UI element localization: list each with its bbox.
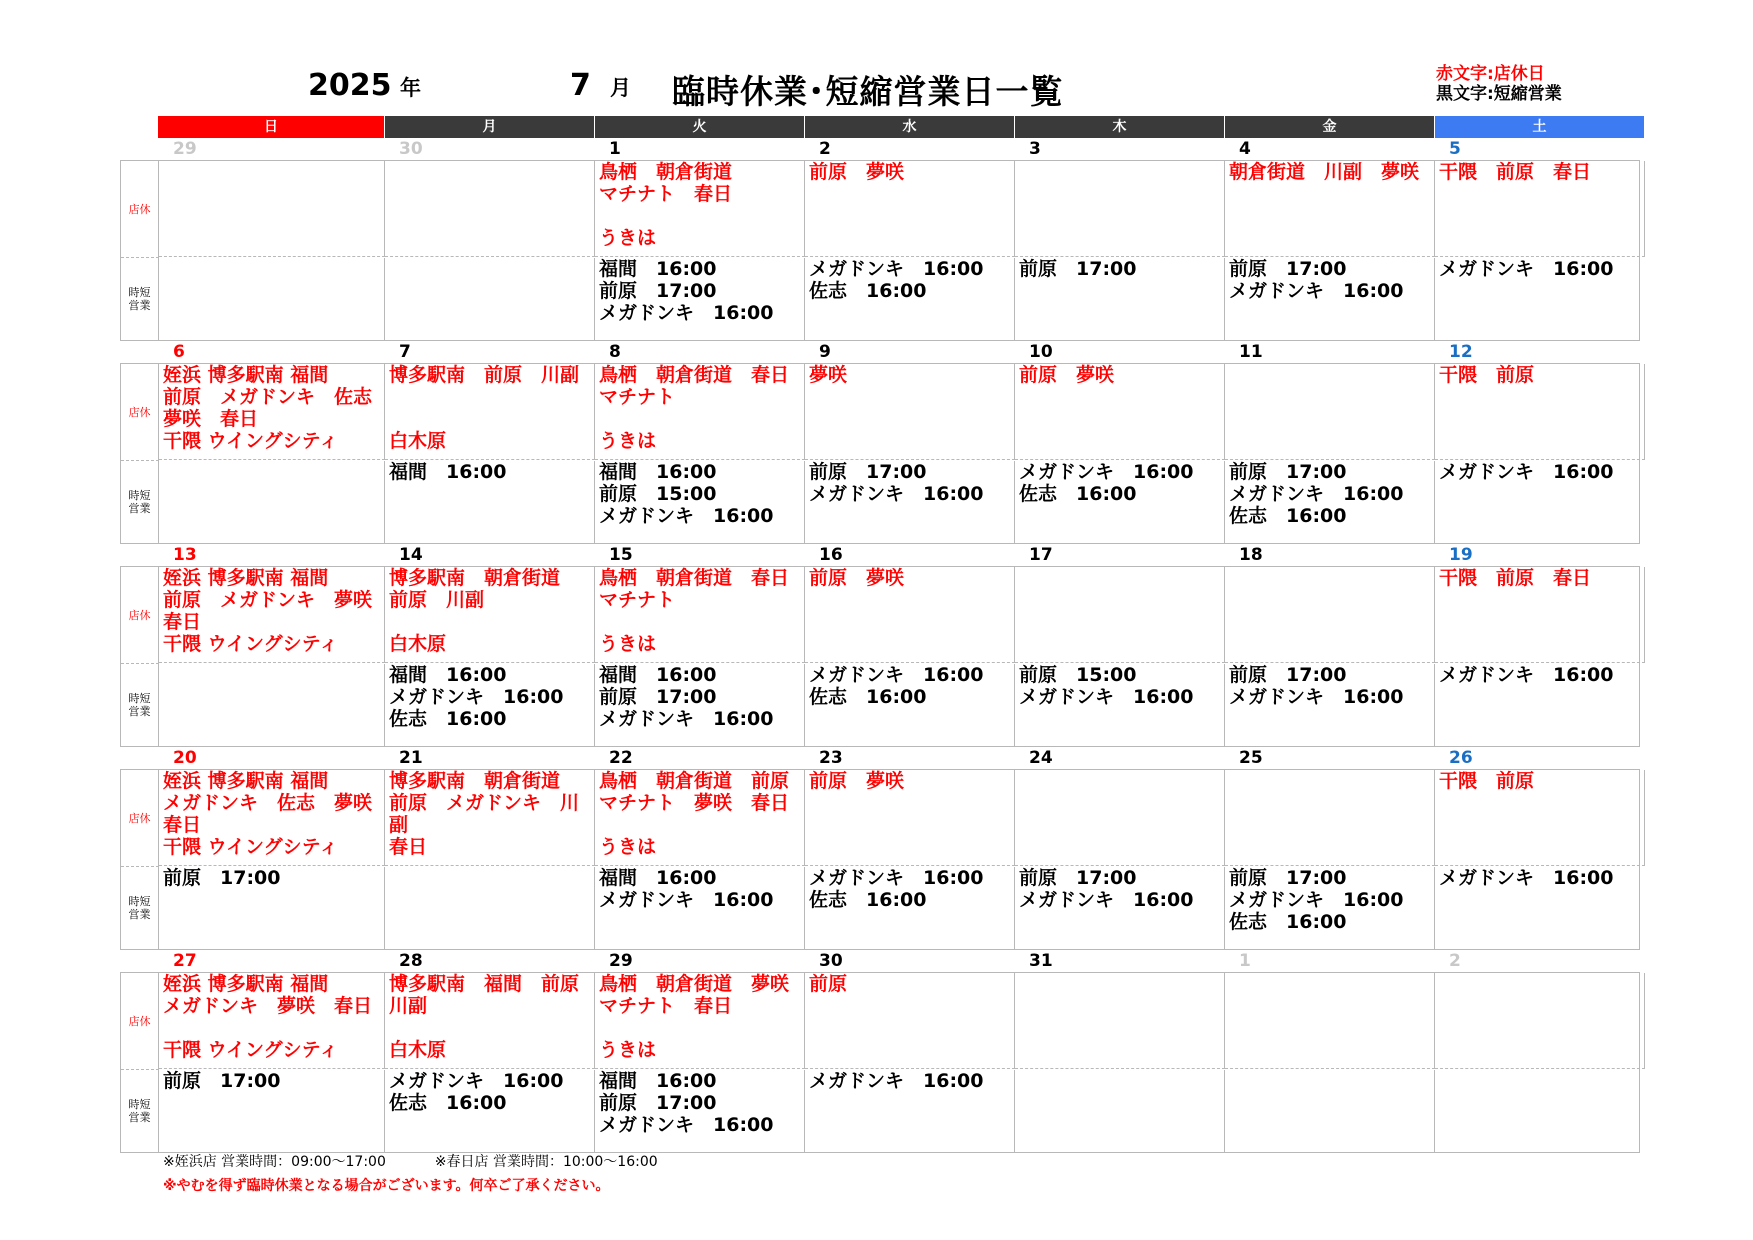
short-hours-entry: メガドンキ 16:00 — [599, 505, 774, 527]
short-hours-entry: 佐志 16:00 — [809, 889, 927, 911]
weekday-fri: 金 — [1224, 116, 1434, 138]
closed-store — [599, 611, 804, 633]
short-hours-cell — [595, 664, 805, 746]
week-body — [120, 566, 1640, 747]
closed-store: マチナト — [599, 386, 676, 408]
title-month-unit: 月 — [610, 76, 631, 100]
closed-store: 白木原 — [389, 1039, 447, 1061]
weekday-sun: 日 — [158, 116, 384, 138]
short-hours-cell — [385, 664, 595, 746]
row-label-short-1: 時短 — [128, 692, 151, 705]
day-number: 17 — [1029, 545, 1053, 565]
short-hours-entry: メガドンキ 16:00 — [809, 258, 984, 280]
short-hours-entry: 佐志 16:00 — [389, 708, 507, 730]
row-label-short-text — [129, 489, 151, 515]
day-number: 1 — [609, 139, 621, 159]
row-label-short-2: 営業 — [128, 1111, 151, 1124]
short-hours-entry: メガドンキ 16:00 — [1229, 280, 1404, 302]
short-hours-entry: メガドンキ 16:00 — [1019, 889, 1194, 911]
short-hours-entry: 福間 16:00 — [599, 461, 717, 483]
short-hours-entry: メガドンキ 16:00 — [1439, 664, 1614, 686]
short-hours-cell — [1225, 1070, 1435, 1152]
day-number: 23 — [819, 748, 843, 768]
day-number: 1 — [1239, 951, 1251, 971]
week-4 — [120, 747, 1640, 950]
short-hours-entry: 福間 16:00 — [599, 867, 717, 889]
short-hours-entry: メガドンキ 16:00 — [599, 708, 774, 730]
short-hours-entry: メガドンキ 16:00 — [1229, 686, 1404, 708]
closed-store — [599, 205, 804, 227]
closed-store: 夢咲 春日 — [163, 408, 259, 430]
closed-store: マチナト 春日 — [599, 995, 733, 1017]
row-label-short-2: 営業 — [128, 502, 151, 515]
row-label-short-2: 営業 — [128, 705, 151, 718]
closed-store: 前原 メガドンキ 夢咲 — [163, 589, 373, 611]
closed-cell — [1225, 161, 1435, 257]
footnote-hours — [163, 1150, 658, 1174]
short-hours-cell — [1225, 867, 1435, 949]
closed-store: 春日 — [389, 836, 428, 858]
date-row — [120, 950, 1640, 972]
closed-store — [389, 611, 594, 633]
closed-store: うきは — [599, 633, 657, 655]
date-row — [120, 138, 1640, 160]
legend — [1436, 64, 1562, 104]
closed-store: 鳥栖 朝倉街道 春日 — [599, 364, 790, 386]
short-hours-entry: メガドンキ 16:00 — [809, 867, 984, 889]
short-hours-entry: 前原 17:00 — [809, 461, 927, 483]
day-number: 2 — [1449, 951, 1461, 971]
closed-store: 干隈 ウイングシティ — [163, 633, 339, 655]
short-hours-entry: 福間 16:00 — [599, 1070, 717, 1092]
closed-store: 干隈 前原 — [1439, 364, 1535, 386]
day-number: 13 — [173, 545, 197, 565]
week-5 — [120, 950, 1640, 1153]
short-hours-entry: 前原 17:00 — [599, 686, 717, 708]
row-label-closed: 店休 — [121, 567, 159, 664]
closed-store: 前原 メガドンキ 佐志 — [163, 386, 373, 408]
short-hours-entry: 前原 15:00 — [1019, 664, 1137, 686]
weekday-wed: 水 — [804, 116, 1014, 138]
short-hours-entry: 前原 17:00 — [1229, 867, 1347, 889]
closed-store: 前原 夢咲 — [809, 161, 905, 183]
short-hours-cell — [385, 867, 595, 949]
closed-store — [389, 386, 594, 408]
short-hours-entry: 佐志 16:00 — [1229, 911, 1347, 933]
day-number: 2 — [819, 139, 831, 159]
short-hours-cell — [159, 1070, 385, 1152]
closed-store: マチナト 春日 — [599, 183, 733, 205]
legend-short: 黒文字:短縮営業 — [1436, 84, 1562, 104]
closed-cell — [1435, 364, 1645, 460]
date-row-spacer — [120, 544, 158, 566]
closed-cell — [1435, 973, 1645, 1069]
short-hours-cell — [385, 461, 595, 543]
short-hours-entry: メガドンキ 16:00 — [599, 889, 774, 911]
row-label-short — [121, 258, 159, 340]
closed-store — [599, 814, 804, 836]
closed-store: 博多駅南 朝倉街道 — [389, 567, 561, 589]
weekday-mon: 月 — [384, 116, 594, 138]
closed-store: 鳥栖 朝倉街道 春日 — [599, 567, 790, 589]
closed-store: 前原 川副 — [389, 589, 485, 611]
short-hours-cell — [805, 461, 1015, 543]
closed-cell — [1015, 364, 1225, 460]
day-number: 10 — [1029, 342, 1053, 362]
closed-store: 博多駅南 朝倉街道 — [389, 770, 561, 792]
short-hours-cell — [159, 258, 385, 340]
row-label-closed: 店休 — [121, 770, 159, 867]
closed-cell — [595, 161, 805, 257]
closed-cell — [1015, 770, 1225, 866]
row-label-short-1: 時短 — [128, 286, 151, 299]
short-hours-entry: 前原 17:00 — [1229, 664, 1347, 686]
short-hours-cell — [1435, 461, 1645, 543]
closed-store: 姪浜 博多駅南 福間 — [163, 973, 329, 995]
closed-cell — [159, 364, 385, 460]
short-hours-cell — [595, 258, 805, 340]
row-label-closed: 店休 — [121, 973, 159, 1070]
short-hours-entry: メガドンキ 16:00 — [1019, 461, 1194, 483]
closed-cell — [805, 161, 1015, 257]
day-number: 12 — [1449, 342, 1473, 362]
closed-store — [599, 1017, 804, 1039]
note-meinohama-hours: ※姪浜店 営業時間：09:00～17:00 — [163, 1154, 386, 1170]
closed-cell — [1015, 161, 1225, 257]
title-year-unit: 年 — [400, 76, 421, 100]
closed-store: メガドンキ 佐志 夢咲 — [163, 792, 373, 814]
day-number: 11 — [1239, 342, 1263, 362]
short-hours-cell — [595, 867, 805, 949]
short-hours-entry: 福間 16:00 — [599, 664, 717, 686]
short-hours-entry: 福間 16:00 — [599, 258, 717, 280]
closed-store — [389, 408, 594, 430]
closed-cell — [1435, 567, 1645, 663]
short-hours-entry: 前原 17:00 — [1019, 258, 1137, 280]
closed-store: うきは — [599, 430, 657, 452]
short-hours-cell — [805, 867, 1015, 949]
week-1 — [120, 138, 1640, 341]
short-hours-cell — [1015, 867, 1225, 949]
closed-cell — [159, 973, 385, 1069]
short-hours-entry: メガドンキ 16:00 — [599, 1114, 774, 1136]
day-number: 22 — [609, 748, 633, 768]
row-label-short — [121, 461, 159, 543]
closed-cell — [1015, 567, 1225, 663]
day-number: 19 — [1449, 545, 1473, 565]
short-hours-cell — [159, 867, 385, 949]
closed-store: うきは — [599, 227, 657, 249]
closed-store: 鳥栖 朝倉街道 — [599, 161, 733, 183]
short-hours-entry: メガドンキ 16:00 — [599, 302, 774, 324]
closed-cell — [385, 567, 595, 663]
day-number: 16 — [819, 545, 843, 565]
closed-cell — [1225, 973, 1435, 1069]
short-hours-entry: 佐志 16:00 — [809, 686, 927, 708]
closed-cell — [805, 973, 1015, 1069]
short-hours-cell — [805, 1070, 1015, 1152]
day-number: 26 — [1449, 748, 1473, 768]
short-hours-entry: メガドンキ 16:00 — [389, 1070, 564, 1092]
short-hours-entry: 前原 17:00 — [163, 867, 281, 889]
closed-store: 前原 夢咲 — [1019, 364, 1115, 386]
closed-store — [163, 1017, 384, 1039]
short-hours-cell — [1015, 461, 1225, 543]
row-label-short — [121, 664, 159, 746]
day-number: 28 — [399, 951, 423, 971]
closed-store: 鳥栖 朝倉街道 前原 — [599, 770, 790, 792]
closed-store: 博多駅南 前原 川副 — [389, 364, 580, 386]
closed-cell — [595, 364, 805, 460]
short-hours-cell — [1435, 664, 1645, 746]
date-row-spacer — [120, 747, 158, 769]
closed-cell — [595, 973, 805, 1069]
short-hours-entry: 佐志 16:00 — [1229, 505, 1347, 527]
closed-cell — [595, 770, 805, 866]
short-hours-cell — [1015, 258, 1225, 340]
closed-store: 干隈 前原 春日 — [1439, 161, 1592, 183]
short-hours-cell — [595, 1070, 805, 1152]
closed-store: 前原 夢咲 — [809, 770, 905, 792]
short-hours-cell — [159, 664, 385, 746]
week-body — [120, 769, 1640, 950]
closed-store: うきは — [599, 1039, 657, 1061]
closed-store: マチナト — [599, 589, 676, 611]
closed-store: 干隈 ウイングシティ — [163, 836, 339, 858]
day-number: 27 — [173, 951, 197, 971]
day-number: 20 — [173, 748, 197, 768]
short-hours-entry: 佐志 16:00 — [809, 280, 927, 302]
day-number: 24 — [1029, 748, 1053, 768]
short-hours-cell — [1435, 1070, 1645, 1152]
closed-store: 姪浜 博多駅南 福間 — [163, 364, 329, 386]
row-label-short-2: 営業 — [128, 908, 151, 921]
short-hours-entry: 前原 17:00 — [1019, 867, 1137, 889]
day-number: 31 — [1029, 951, 1053, 971]
short-hours-entry: 佐志 16:00 — [389, 1092, 507, 1114]
row-label-short-text — [129, 895, 151, 921]
row-label-closed: 店休 — [121, 364, 159, 461]
short-hours-entry: 福間 16:00 — [389, 664, 507, 686]
short-hours-cell — [805, 258, 1015, 340]
short-hours-cell — [595, 461, 805, 543]
day-number: 21 — [399, 748, 423, 768]
short-hours-entry: メガドンキ 16:00 — [1229, 483, 1404, 505]
closed-cell — [1225, 770, 1435, 866]
date-row — [120, 341, 1640, 363]
row-label-short-1: 時短 — [128, 895, 151, 908]
short-hours-entry: 福間 16:00 — [389, 461, 507, 483]
short-hours-entry: 前原 17:00 — [1229, 461, 1347, 483]
closed-cell — [1225, 567, 1435, 663]
closed-cell — [385, 161, 595, 257]
date-row-spacer — [120, 341, 158, 363]
short-hours-entry: メガドンキ 16:00 — [1439, 461, 1614, 483]
short-hours-cell — [385, 1070, 595, 1152]
date-row — [120, 747, 1640, 769]
row-label-short-1: 時短 — [128, 489, 151, 502]
closed-store: 春日 — [163, 814, 202, 836]
closed-store: 川副 — [389, 995, 428, 1017]
closed-cell — [805, 364, 1015, 460]
short-hours-entry: メガドンキ 16:00 — [1019, 686, 1194, 708]
short-hours-entry: メガドンキ 16:00 — [389, 686, 564, 708]
closed-store: 博多駅南 福間 前原 — [389, 973, 580, 995]
short-hours-cell — [1015, 1070, 1225, 1152]
page-title: 臨時休業･短縮営業日一覧 — [672, 72, 1064, 111]
closed-store — [599, 408, 804, 430]
closed-cell — [1225, 364, 1435, 460]
row-label-short-text — [129, 692, 151, 718]
short-hours-entry: メガドンキ 16:00 — [809, 1070, 984, 1092]
row-label-closed: 店休 — [121, 161, 159, 258]
day-number: 5 — [1449, 139, 1461, 159]
day-number: 29 — [173, 139, 197, 159]
short-hours-cell — [1015, 664, 1225, 746]
closed-cell — [1015, 973, 1225, 1069]
closed-store: 姪浜 博多駅南 福間 — [163, 770, 329, 792]
closed-store: 夢咲 — [809, 364, 848, 386]
closed-cell — [1435, 161, 1645, 257]
short-hours-cell — [1225, 664, 1435, 746]
calendar — [120, 116, 1640, 1153]
date-row-spacer — [120, 950, 158, 972]
title-month: 7 — [570, 68, 591, 103]
closed-cell — [385, 973, 595, 1069]
date-row-spacer — [120, 138, 158, 160]
short-hours-entry: メガドンキ 16:00 — [1439, 258, 1614, 280]
weekday-tue: 火 — [594, 116, 804, 138]
short-hours-cell — [1225, 258, 1435, 340]
short-hours-entry: メガドンキ 16:00 — [1439, 867, 1614, 889]
closed-store: メガドンキ 夢咲 春日 — [163, 995, 373, 1017]
closed-store: 干隈 前原 — [1439, 770, 1535, 792]
week-body — [120, 972, 1640, 1153]
closed-cell — [159, 567, 385, 663]
closed-store: 副 — [389, 814, 409, 836]
short-hours-cell — [805, 664, 1015, 746]
closed-store: マチナト 夢咲 春日 — [599, 792, 790, 814]
closed-store: 白木原 — [389, 430, 447, 452]
short-hours-entry: 前原 17:00 — [1229, 258, 1347, 280]
week-3 — [120, 544, 1640, 747]
day-number: 30 — [819, 951, 843, 971]
week-body — [120, 160, 1640, 341]
closed-store: 朝倉街道 川副 夢咲 — [1229, 161, 1420, 183]
day-number: 6 — [173, 342, 185, 362]
closed-cell — [595, 567, 805, 663]
short-hours-entry: メガドンキ 16:00 — [809, 483, 984, 505]
short-hours-entry: 前原 15:00 — [599, 483, 717, 505]
closed-store: 前原 メガドンキ 川 — [389, 792, 580, 814]
closed-store: 鳥栖 朝倉街道 夢咲 — [599, 973, 790, 995]
closed-cell — [385, 770, 595, 866]
short-hours-entry: メガドンキ 16:00 — [1229, 889, 1404, 911]
short-hours-cell — [1435, 258, 1645, 340]
day-number: 30 — [399, 139, 423, 159]
closed-cell — [805, 770, 1015, 866]
closed-store: 干隈 ウイングシティ — [163, 1039, 339, 1061]
short-hours-cell — [1435, 867, 1645, 949]
weekday-header — [120, 116, 1640, 138]
short-hours-cell — [1225, 461, 1435, 543]
closed-store: 前原 — [809, 973, 848, 995]
short-hours-cell — [159, 461, 385, 543]
weekday-sat: 土 — [1434, 116, 1644, 138]
closed-cell — [385, 364, 595, 460]
closed-store: 干隈 前原 春日 — [1439, 567, 1592, 589]
short-hours-entry: 前原 17:00 — [163, 1070, 281, 1092]
row-label-short-text — [129, 1098, 151, 1124]
row-label-short — [121, 1070, 159, 1152]
footnotes — [163, 1150, 658, 1198]
row-label-short-text — [129, 286, 151, 312]
day-number: 9 — [819, 342, 831, 362]
day-number: 14 — [399, 545, 423, 565]
legend-closed: 赤文字:店休日 — [1436, 64, 1545, 84]
day-number: 15 — [609, 545, 633, 565]
week-body — [120, 363, 1640, 544]
short-hours-cell — [385, 258, 595, 340]
row-label-short — [121, 867, 159, 949]
day-number: 8 — [609, 342, 621, 362]
header-spacer — [120, 116, 158, 138]
day-number: 18 — [1239, 545, 1263, 565]
day-number: 3 — [1029, 139, 1041, 159]
closed-store: 前原 夢咲 — [809, 567, 905, 589]
weekday-thu: 木 — [1014, 116, 1224, 138]
short-hours-entry: 前原 17:00 — [599, 1092, 717, 1114]
short-hours-entry: メガドンキ 16:00 — [809, 664, 984, 686]
row-label-short-2: 営業 — [128, 299, 151, 312]
closed-store — [389, 1017, 594, 1039]
closed-store: 姪浜 博多駅南 福間 — [163, 567, 329, 589]
closed-cell — [1435, 770, 1645, 866]
note-disclaimer: ※やむを得ず臨時休業となる場合がございます。何卒ご了承ください。 — [163, 1178, 610, 1194]
date-row — [120, 544, 1640, 566]
title-year: 2025 — [308, 68, 392, 103]
closed-store: 春日 — [163, 611, 202, 633]
short-hours-entry: 前原 17:00 — [599, 280, 717, 302]
day-number: 7 — [399, 342, 411, 362]
note-kasuga-hours: ※春日店 営業時間：10:00～16:00 — [434, 1154, 658, 1170]
closed-store: うきは — [599, 836, 657, 858]
week-2 — [120, 341, 1640, 544]
closed-cell — [159, 161, 385, 257]
day-number: 25 — [1239, 748, 1263, 768]
day-number: 29 — [609, 951, 633, 971]
day-number: 4 — [1239, 139, 1251, 159]
closed-store: 白木原 — [389, 633, 447, 655]
closed-cell — [159, 770, 385, 866]
row-label-short-1: 時短 — [128, 1098, 151, 1111]
closed-cell — [805, 567, 1015, 663]
short-hours-entry: 佐志 16:00 — [1019, 483, 1137, 505]
closed-store: 干隈 ウイングシティ — [163, 430, 339, 452]
